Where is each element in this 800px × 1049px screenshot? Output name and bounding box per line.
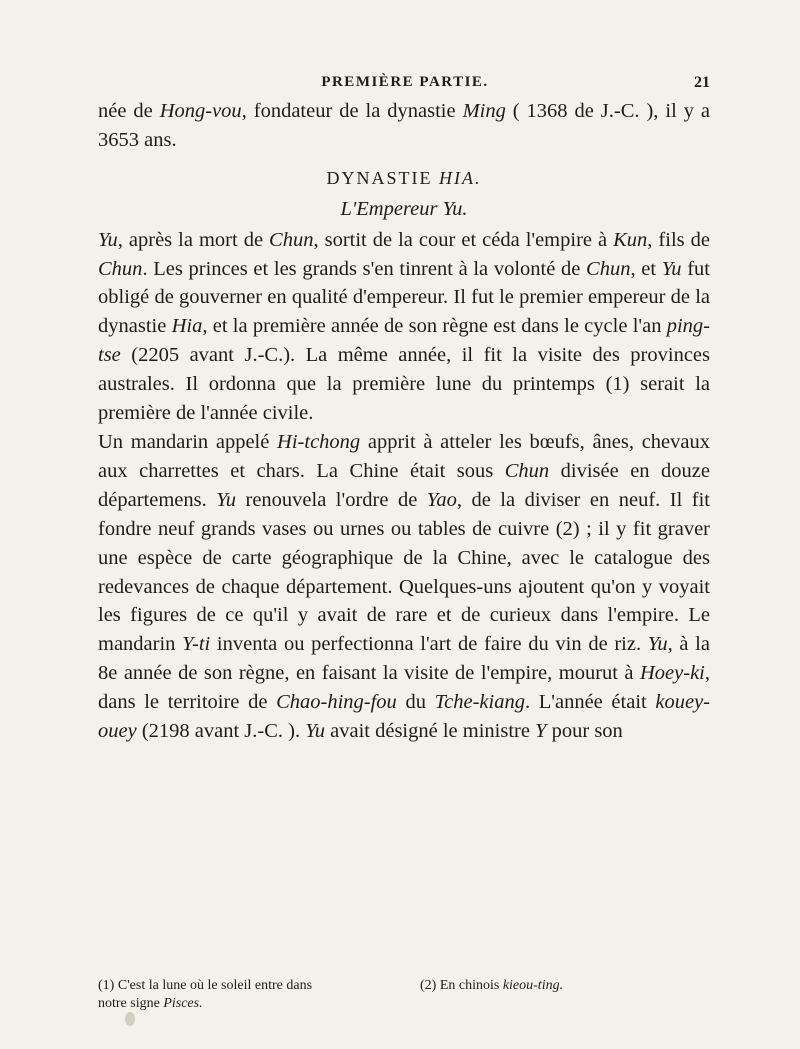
footnote-1-text-cont: notre signe: [98, 996, 164, 1011]
italic-term: Hia: [171, 315, 203, 338]
italic-term: Y-ti: [182, 633, 211, 656]
italic-term: Hi-tchong: [277, 430, 361, 453]
italic-term: Chao-hing-fou: [276, 691, 397, 714]
text-run: , après la mort de: [117, 228, 270, 251]
footnote-1-pisces: Pisces.: [163, 996, 203, 1011]
italic-term: Tche-kiang: [434, 691, 525, 714]
text-run: , fils de: [647, 228, 710, 251]
text-run: (2205 avant J.-C.). La même année, il fit la visite des provinces australes. Il ordonna que la première lune du printemps (1) serait la première de l'année civile.: [98, 344, 710, 425]
intro-name-ming: Ming: [462, 100, 506, 122]
italic-term: Chun: [586, 257, 631, 280]
text-run: inventa ou perfectionna l'art de faire du vin de riz.: [210, 633, 648, 656]
text-run: , à la 8e année de son règne, en faisant la visite de l'empire, mourut à: [98, 633, 710, 685]
text-run: . L'année était: [524, 691, 656, 714]
running-title: PREMIÈRE PARTIE.: [321, 74, 489, 90]
text-run: , et la première année de son règne est dans le cycle l'an: [202, 315, 667, 338]
footnote-1-text: (1) C'est la lune où le soleil entre dans: [98, 978, 313, 993]
intro-text: , fondateur de la dynastie: [241, 100, 463, 122]
italic-term: Chun: [98, 257, 143, 280]
body-text: [98, 97, 710, 746]
italic-term: Chun: [504, 459, 550, 482]
intro-text: ( 1368 de J.-C. ), il y a 3653 ans.: [98, 100, 711, 151]
paragraph-2: [98, 428, 710, 746]
italic-term: Yao: [426, 488, 457, 511]
footnotes: [98, 977, 710, 1013]
italic-term: Yu: [647, 633, 668, 656]
emperor-heading: L'Empereur Yu.: [340, 197, 468, 220]
footnote-row: [98, 977, 710, 1013]
text-run: , sortit de la cour et céda l'empire à: [313, 228, 614, 251]
italic-term: Chun: [269, 228, 314, 251]
text-run: , de la diviser en neuf. Il fit fondre neuf grands vases ou urnes ou tables de cuivre (2) ; il y fit graver une espèce de carte géographique de la Chine, avec le catalogue des redevances de chaque département. Quelques-uns ajoutent qu'on y voyait les figures de ce qu'il y avait de rare et de curieux dans l'empire. Le mandarin: [98, 488, 711, 656]
text-run: , et: [630, 257, 662, 280]
italic-term: Yu: [305, 720, 326, 743]
text-run: (2198 avant J.-C. ).: [136, 720, 306, 743]
text-run: apprit à atteler les bœufs, ânes, chevaux aux charrettes et chars. La Chine était sous: [98, 430, 710, 482]
dynasty-heading-label: DYNASTIE: [326, 167, 439, 188]
text-run: divisée en douze départemens.: [98, 459, 710, 511]
dynasty-heading-name: HIA.: [439, 167, 482, 188]
paragraph-1: [98, 226, 710, 428]
text-run: fut obligé de gouverner en qualité d'empereur. Il fut le premier empereur de la dynastie: [98, 257, 711, 338]
text-run: renouvela l'ordre de: [236, 488, 427, 511]
text-run: avait désigné le ministre: [325, 720, 536, 743]
italic-term: Yu: [216, 488, 236, 511]
ink-stain: [125, 1012, 135, 1026]
italic-term: Kun: [613, 228, 648, 251]
italic-term: ping-tse: [98, 315, 710, 367]
footnote-2: [420, 977, 710, 1013]
intro-paragraph: [98, 97, 710, 155]
intro-name-hong-vou: Hong-vou: [159, 100, 242, 122]
italic-term: Y: [535, 720, 547, 743]
italic-term: Yu: [661, 257, 682, 280]
intro-text: née de: [98, 100, 160, 122]
text-run: . Les princes et les grands s'en tinrent à la volonté de: [142, 257, 587, 280]
italic-term: Hoey-ki: [640, 662, 705, 685]
footnote-2-text: (2) En chinois: [420, 978, 503, 993]
footnote-2-term: kieou-ting.: [502, 978, 564, 993]
text-run: Un mandarin appelé: [98, 430, 278, 453]
italic-term: kouey-ouey: [98, 691, 711, 743]
page-header: [100, 74, 710, 98]
text-run: du: [396, 691, 435, 714]
dynasty-heading: [98, 164, 710, 193]
text-run: pour son: [546, 720, 623, 743]
page-number: 21: [694, 74, 710, 91]
italic-term: Yu: [98, 228, 118, 251]
text-run: , dans le territoire de: [98, 662, 710, 714]
footnote-1: [98, 977, 408, 1013]
